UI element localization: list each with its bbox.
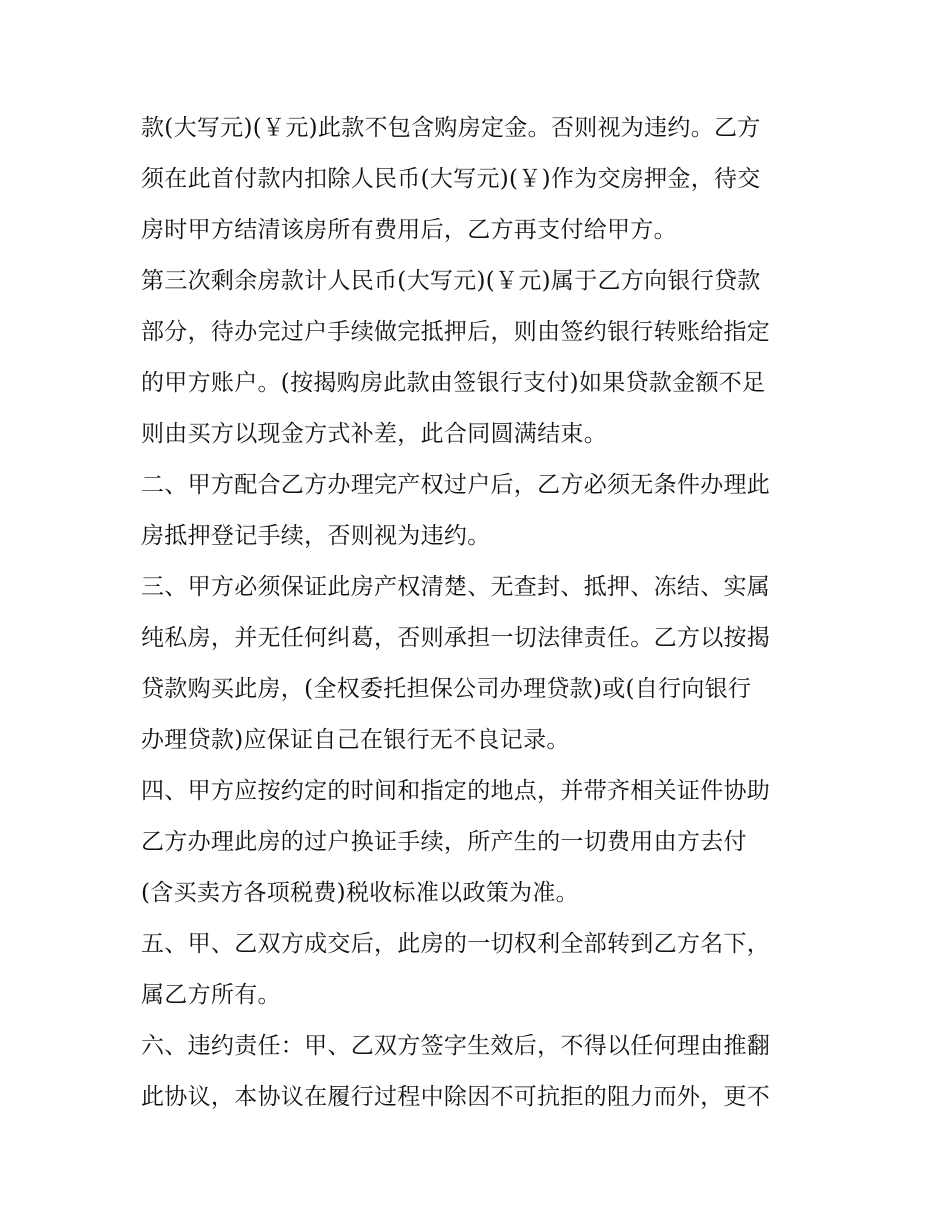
text-line: 三、甲方必须保证此房产权清楚、无查封、抵押、冻结、实属 <box>141 574 771 600</box>
text-line: 此协议，本协议在履行过程中除因不可抗拒的阻力而外，更不 <box>141 1084 771 1110</box>
text-line: 属乙方所有。 <box>141 982 281 1008</box>
text-line: 五、甲、乙双方成交后，此房的一切权利全部转到乙方名下， <box>141 931 771 957</box>
text-line: 的甲方账户。(按揭购房此款由签银行支付)如果贷款金额不足 <box>141 370 766 396</box>
text-line: 须在此首付款内扣除人民币(大写元)(￥)作为交房押金，待交 <box>141 166 761 192</box>
text-line: 部分，待办完过户手续做完抵押后，则由签约银行转账给指定 <box>141 319 771 345</box>
text-line: 六、违约责任：甲、乙双方签字生效后，不得以任何理由推翻 <box>141 1033 771 1059</box>
text-line: 则由买方以现金方式补差，此合同圆满结束。 <box>141 421 607 447</box>
text-line: 房抵押登记手续，否则视为违约。 <box>141 523 491 549</box>
text-line: 第三次剩余房款计人民币(大写元)(￥元)属于乙方向银行贷款 <box>141 268 761 294</box>
text-line: 纯私房，并无任何纠葛，否则承担一切法律责任。乙方以按揭 <box>141 625 771 651</box>
text-line: 房时甲方结清该房所有费用后，乙方再支付给甲方。 <box>141 217 677 243</box>
text-line: 办理贷款)应保证自己在银行无不良记录。 <box>141 727 570 753</box>
text-line: 二、甲方配合乙方办理完产权过户后，乙方必须无条件办理此 <box>141 472 771 498</box>
text-line: 四、甲方应按约定的时间和指定的地点，并带齐相关证件协助 <box>141 778 771 804</box>
text-line: 乙方办理此房的过户换证手续，所产生的一切费用由方去付 <box>141 829 747 855</box>
text-line: 贷款购买此房，(全权委托担保公司办理贷款)或(自行向银行 <box>141 676 752 702</box>
text-line: 款(大写元)(￥元)此款不包含购房定金。否则视为违约。乙方 <box>141 115 761 141</box>
text-line: (含买卖方各项税费)税收标准以政策为准。 <box>141 880 579 906</box>
